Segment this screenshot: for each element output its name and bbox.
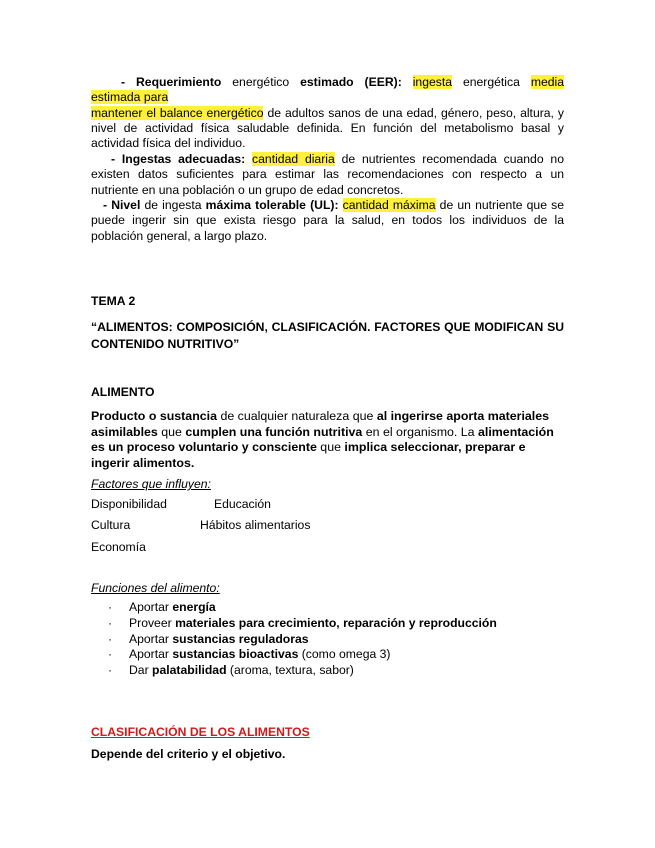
ia-dash: - [111, 152, 122, 166]
def-bold: cumplen una función nutritiva [185, 424, 363, 439]
eer-dash: - [121, 75, 136, 89]
item-text: Proveer [129, 615, 176, 630]
eer-highlight-ingesta: ingesta [412, 75, 453, 89]
item-text: Aportar [129, 647, 173, 662]
bullet: · [108, 647, 113, 662]
def-text: que [316, 440, 345, 455]
ul-text: de ingesta [140, 198, 206, 212]
clasificacion-subtitle: Depende del criterio y el objetivo. [91, 747, 286, 761]
funciones-list [91, 600, 564, 679]
item-text: Aportar [129, 631, 173, 646]
alimento-heading: ALIMENTO [91, 385, 155, 399]
ia-term: Ingestas adecuadas: [121, 152, 246, 166]
eer-label: estimado (EER): [300, 75, 402, 89]
item-bold: sustancias reguladoras [172, 631, 309, 646]
ul-label: máxima tolerable (UL): [205, 198, 339, 212]
def-bold: Producto o sustancia [91, 409, 217, 423]
eer-text: de adultos sanos de una edad, género, peso, altura, y nivel de actividad física saludable definida. En función del metabolismo basal y actividad física del individuo. [91, 105, 564, 151]
eer-highlight-balance: mantener el balance energético [91, 105, 264, 120]
funciones-list-wrap [91, 600, 564, 679]
list-item [91, 663, 564, 679]
eer-text: energético [221, 75, 301, 89]
factor-item: Economía [91, 540, 146, 554]
ul-term: Nivel [111, 198, 141, 212]
factor-item: Disponibilidad [91, 497, 167, 511]
def-bold: implica seleccionar, preparar e ingerir alimentos. [91, 440, 526, 470]
bullet: · [108, 631, 113, 646]
eer-highlight-media: media estimada para [91, 75, 565, 105]
bullet: · [108, 663, 113, 678]
ia-highlight: cantidad diaria [252, 152, 335, 166]
factores-heading: Factores que influyen: [91, 477, 211, 491]
item-text: (aroma, textura, sabor) [226, 663, 354, 678]
def-bold: alimentación es un proceso voluntario y consciente [91, 424, 554, 455]
item-text: (como omega 3) [298, 647, 391, 662]
item-bold: palatabilidad [152, 663, 227, 678]
funciones-heading: Funciones del alimento: [91, 581, 220, 595]
def-text: que [157, 424, 186, 439]
def-text: de cualquier naturaleza que [217, 409, 377, 423]
item-bold: materiales para crecimiento, reparación y reproducción [175, 615, 497, 630]
alimento-definition [91, 409, 564, 471]
factor-item: Hábitos alimentarios [200, 518, 311, 532]
list-item [91, 600, 564, 616]
bullet: · [108, 615, 113, 630]
tema-label: TEMA 2 [91, 294, 136, 308]
eer-paragraph [91, 75, 564, 151]
item-bold: sustancias bioactivas [172, 647, 299, 662]
eer-text: energética [452, 75, 531, 89]
def-text: en el organismo. La [362, 424, 479, 439]
ia-text: de nutrientes recomendada cuando no existen datos suficientes para estimar las recomendaciones con respecto a un nutriente en una población o un grupo de edad concretos. [91, 152, 564, 197]
ul-text: de un nutriente que se puede ingerir sin que exista riesgo para la salud, en todos los individuos de la población general, a largo plazo. [91, 198, 564, 243]
list-item [91, 647, 564, 663]
item-text: Aportar [129, 600, 173, 614]
def-bold: al ingerirse aporta materiales asimilables [91, 409, 550, 439]
item-text: Dar [129, 663, 153, 678]
spacer [402, 75, 413, 89]
factor-item: Cultura [91, 518, 131, 532]
ul-paragraph [91, 198, 564, 244]
tema-title: “ALIMENTOS: COMPOSICIÓN, CLASIFICACIÓN. FACTORES QUE MODIFICAN SU CONTENIDO NUTRITIVO” [91, 320, 564, 351]
bullet: · [108, 600, 113, 614]
ul-highlight: cantidad máxima [342, 198, 436, 212]
clasificacion-heading: CLASIFICACIÓN DE LOS ALIMENTOS [91, 725, 310, 739]
list-item [91, 616, 564, 632]
item-bold: energía [172, 600, 216, 614]
factor-item: Educación [214, 497, 271, 511]
list-item [91, 632, 564, 648]
eer-term: Requerimiento [136, 75, 222, 89]
ingestas-adecuadas-paragraph [91, 152, 564, 198]
ul-dash: - [103, 198, 112, 212]
